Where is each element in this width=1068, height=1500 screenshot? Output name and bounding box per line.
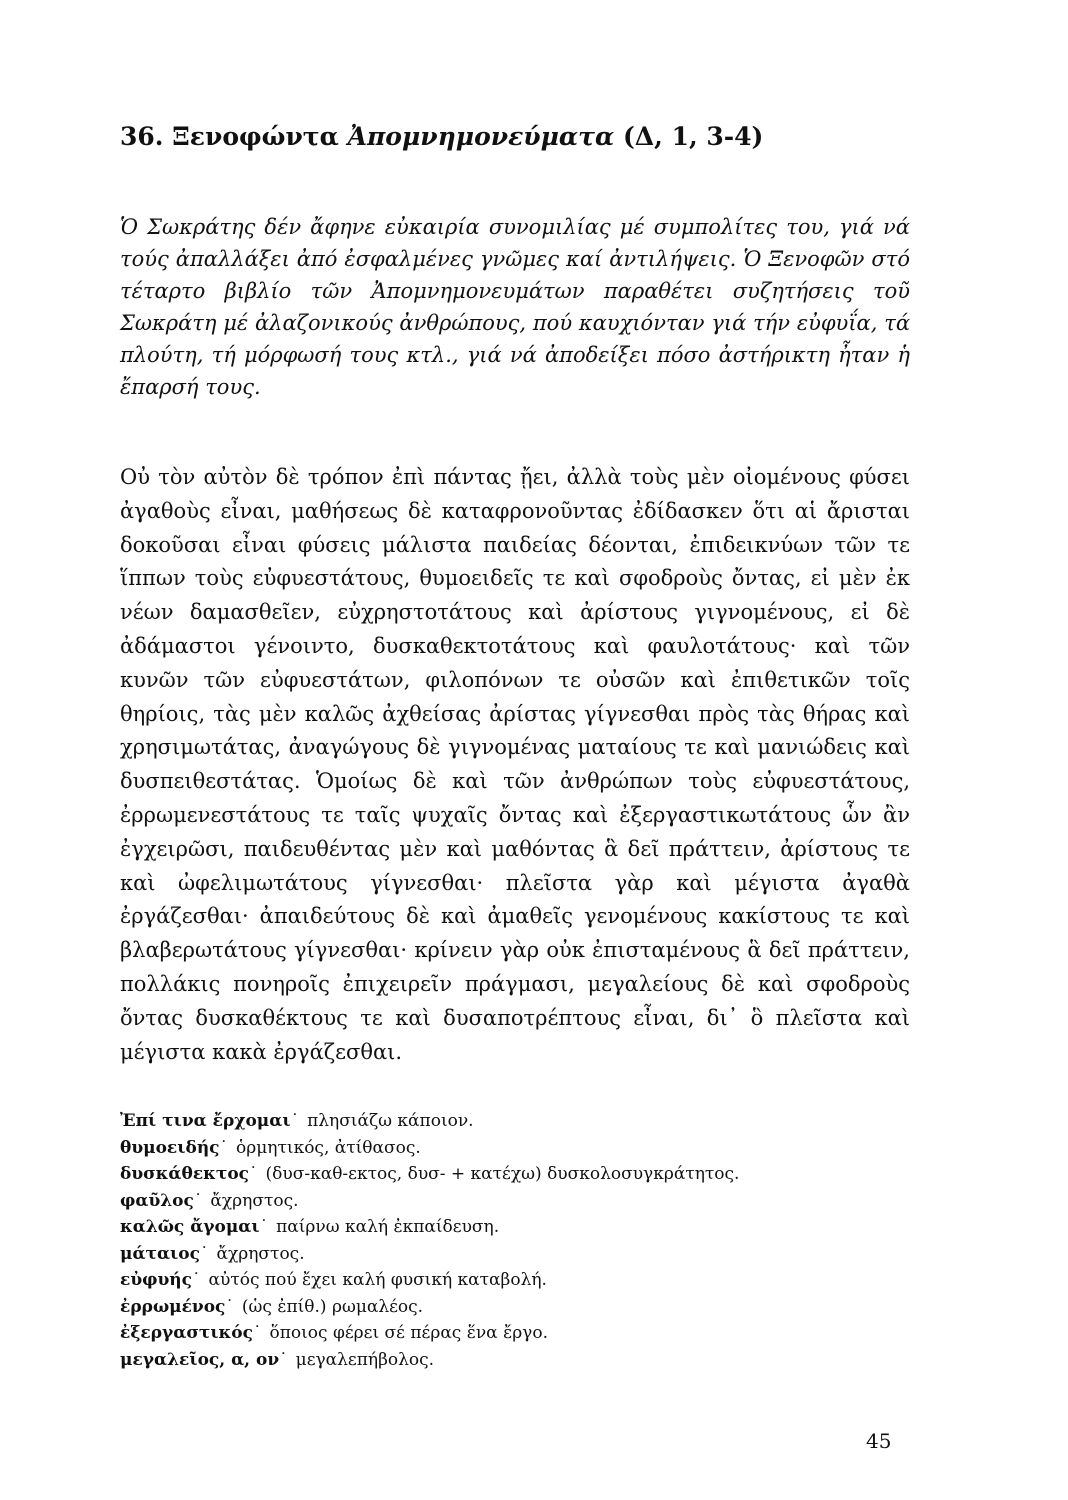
glossary-separator: ˙ [192,1270,201,1290]
glossary-entry [120,1347,880,1374]
glossary-term: μεγαλεῖος, α, ον [120,1349,280,1370]
glossary-term: καλῶς ἄγομαι [120,1217,260,1237]
glossary-entry [120,1320,880,1347]
section-heading [120,120,960,154]
glossary-separator: ˙ [290,1111,300,1131]
glossary-term: θυμοειδής [120,1137,220,1158]
glossary-definition: πλησιάζω κάποιον. [307,1111,474,1131]
glossary-entry [120,1214,880,1241]
glossary-definition: (ὡς ἐπίθ.) ρωμαλέος. [241,1296,424,1317]
glossary-separator: ˙ [252,1323,262,1343]
glossary-definition: ἄχρηστος. [216,1243,305,1264]
ancient-greek-passage: Οὐ τὸν αὐτὸν δὲ τρόπον ἐπὶ πάντας ᾔει, ἀλλὰ τοὺς μὲν οἰομένους φύσει ἀγαθοὺς εἶναι, μαθήσεως δὲ καταφρονοῦντας ἐδίδασκεν ὅτι αἱ ἄρισται δοκοῦσαι εἶναι φύσεις μάλιστα παιδείας δέονται, ἐπιδεικνύων τῶν τε ἵππων τοὺς εὐφυεστάτους, θυμοειδεῖς τε καὶ σφοδροὺς ὄντας, εἰ μὲν ἐκ νέων δαμασθεῖεν, εὐχρηστοτάτους καὶ ἀρίστους γιγνομένους, εἰ δὲ ἀδάμαστοι γένοιντο, δυσκαθεκτοτάτους καὶ φαυλοτάτους· καὶ τῶν κυνῶν τῶν εὐφυεστάτων, φιλοπόνων τε οὐσῶν καὶ ἐπιθετικῶν τοῖς θηρίοις, τὰς μὲν καλῶς ἀχθείσας ἀρίστας γίγνεσθαι πρὸς τὰς θήρας καὶ χρησιμωτάτας, ἀναγώγους δὲ γιγνομένας ματαίους τε καὶ μανιώδεις καὶ δυσπειθεστάτας. Ὁμοίως δὲ καὶ τῶν ἀνθρώπων τοὺς εὐφυεστάτους, ἐρρωμενεστάτους τε ταῖς ψυχαῖς ὄντας καὶ ἐξεργαστικωτάτους ὧν ἂν ἐγχειρῶσι, παιδευθέντας μὲν καὶ μαθόντας ἃ δεῖ πράττειν, ἀρίστους τε καὶ ὠφελιμωτάτους γίγνεσθαι· πλεῖστα γὰρ καὶ μέγιστα ἀγαθὰ ἐργάζεσθαι· ἀπαιδεύτους δὲ καὶ ἀμαθεῖς γενομένους κακίστους τε καὶ βλαβερωτάτους γίγνεσθαι· κρίνειν γὰρ οὐκ ἐπισταμένους ἃ δεῖ πράττειν, πολλάκις πονηροῖς ἐπιχειρεῖν πράγμασι, μεγαλείους δὲ καὶ σφοδροὺς ὄντας δυσκαθέκτους τε καὶ δυσαποτρέπτους εἶναι, δι᾽ ὃ πλεῖστα καὶ μέγιστα κακὰ ἐργάζεσθαι. [120,465,910,1064]
glossary-term: δυσκάθεκτος [120,1164,250,1184]
glossary-separator: ˙ [193,1190,203,1211]
glossary-definition: ἄχρηστος. [210,1190,299,1211]
glossary-separator: ˙ [199,1243,209,1264]
glossary-term: μάταιος [120,1243,200,1264]
glossary-separator: ˙ [249,1164,258,1184]
glossary-definition: μεγαλεπήβολος. [295,1349,435,1370]
glossary-entry [120,1135,880,1162]
author-name: Ξενοφώντα [172,122,339,151]
glossary-definition: ὁρμητικός, ἀτίθασος. [236,1137,421,1158]
glossary-entry [120,1241,880,1268]
introduction-paragraph: Ὁ Σωκράτης δέν ἄφηνε εὐκαιρία συνομιλίας μέ συμπολίτες του, γιά νά τούς ἀπαλλάξει ἀπό ἐσφαλμένες γνῶμες καί ἀντιλήψεις. Ὁ Ξενοφῶν στό τέταρτο βιβλίο τῶν Ἀπομνημονευμάτων παραθέτει συζητήσεις τοῦ Σωκράτη μέ ἀλαζονικούς ἀνθρώπους, πού καυχιόνταν γιά τήν εὐφυΐα, τά πλούτη, τή μόρφωσή τους κτλ., γιά νά ἀποδείξει πόσο ἀστήρικτη ἦταν ἡ ἔπαρσή τους. [120,215,910,399]
glossary-definition: παίρνω καλή ἐκπαίδευση. [276,1217,500,1237]
glossary-separator: ˙ [219,1137,229,1158]
work-title: Ἀπομνημονεύματα [347,122,615,151]
glossary-definition: ὅποιος φέρει σέ πέρας ἕνα ἔργο. [269,1323,548,1343]
section-number: 36. [120,122,164,151]
glossary-entry [120,1294,880,1321]
glossary-entry [120,1188,880,1215]
work-reference: (Δ, 1, 3-4) [622,122,764,151]
glossary-entry [120,1108,880,1135]
glossary-term: ἐρρωμένος [120,1296,226,1317]
glossary-separator: ˙ [259,1217,269,1237]
glossary-definition: αὐτός πού ἔχει καλή φυσική καταβολή. [208,1270,547,1290]
glossary-term: εὐφυής [120,1270,193,1290]
page-number: 45 [866,1429,892,1453]
glossary-term: Ἐπί τινα ἔρχομαι [120,1111,291,1131]
glossary-term: ἐξεργαστικός [120,1323,253,1343]
glossary-entry [120,1161,880,1188]
glossary-definition: (δυσ-καθ-εκτος, δυσ- + κατέχω) δυσκολοσυγκράτητος. [265,1164,740,1184]
glossary-separator: ˙ [225,1296,234,1317]
glossary [120,1108,880,1373]
glossary-term: φαῦλος [120,1190,194,1211]
glossary-entry [120,1267,880,1294]
glossary-separator: ˙ [279,1349,288,1370]
